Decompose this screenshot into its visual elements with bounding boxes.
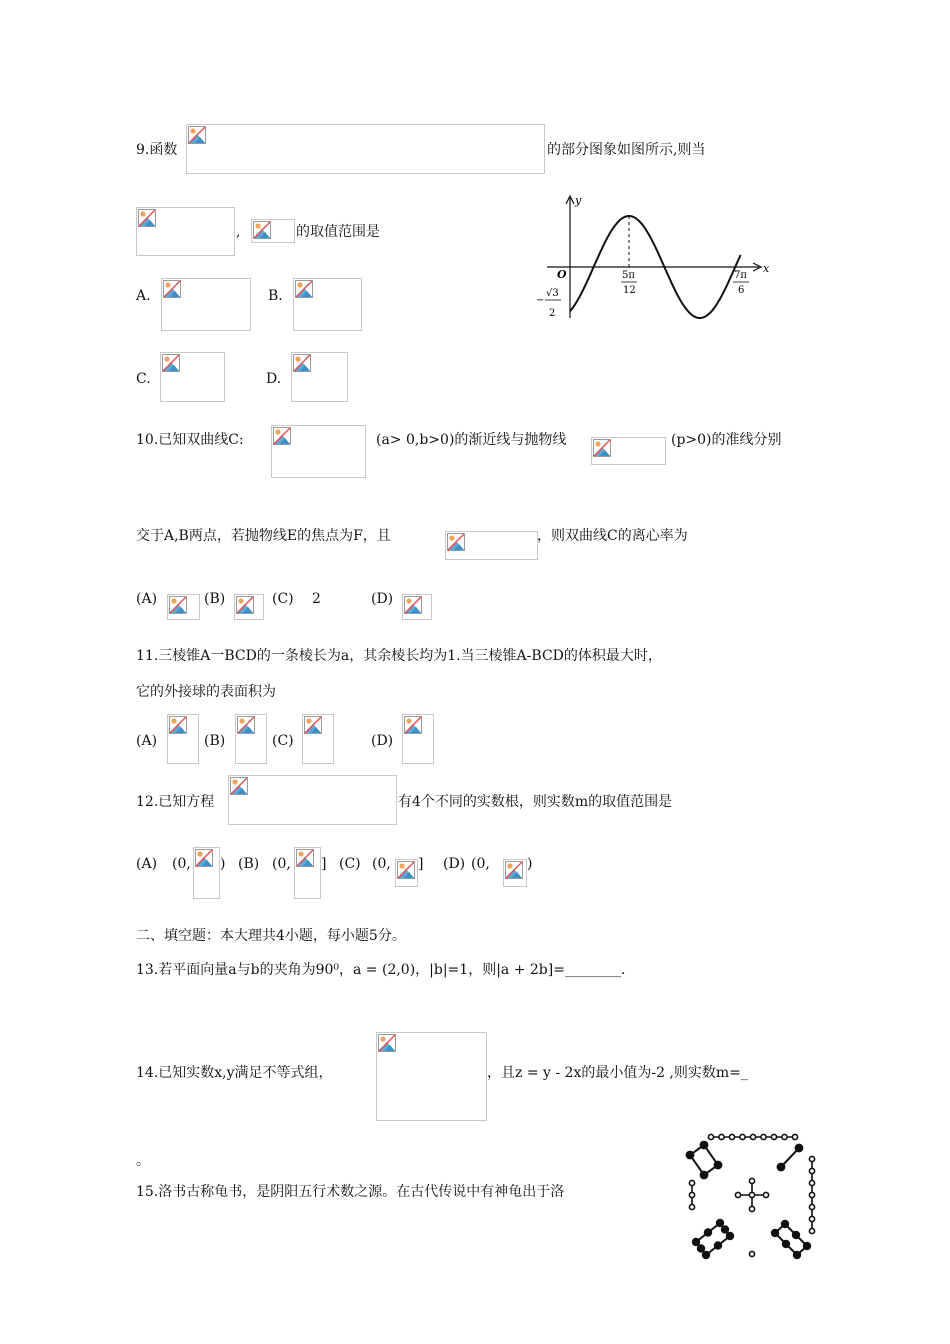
option-label-c: (C) xyxy=(272,591,294,607)
option-c-image xyxy=(160,352,225,402)
q12-prefix: 12.已知方程 xyxy=(136,794,215,810)
q11-line1: 11.三棱锥A一BCD的一条棱长为a，其余棱长均为1.当三棱锥A-BCD的体积最大时， xyxy=(136,648,662,664)
q9-suffix: 的部分图象如图所示,则当 xyxy=(547,142,706,158)
broken-image-icon xyxy=(505,861,523,879)
option-b-image xyxy=(235,714,267,764)
option-d-open: (0, xyxy=(471,856,490,872)
x-axis-label: x xyxy=(763,262,770,275)
option-label-a: (A) xyxy=(136,856,158,872)
broken-image-icon xyxy=(253,221,271,239)
broken-image-icon xyxy=(593,439,611,457)
option-a-image xyxy=(167,714,199,764)
sine-graph-figure xyxy=(535,190,775,325)
q9-comma: , xyxy=(236,224,241,240)
option-label-b: (B) xyxy=(238,856,260,872)
option-label-b: (B) xyxy=(204,733,226,749)
broken-image-icon xyxy=(169,716,187,734)
q10-line2a: 交于A,B两点，若抛物线E的焦点为F，且 xyxy=(136,528,391,544)
option-a-image xyxy=(161,278,251,331)
luoshu-figure xyxy=(678,1128,823,1268)
option-b-open: (0, xyxy=(272,856,291,872)
option-label-a: (A) xyxy=(136,733,158,749)
yval-2: 2 xyxy=(549,308,556,319)
formula-image xyxy=(271,425,366,478)
option-d-image xyxy=(402,714,434,764)
option-d-image xyxy=(402,594,432,620)
option-label-d: (D) xyxy=(371,733,394,749)
broken-image-icon xyxy=(162,354,180,372)
broken-image-icon xyxy=(296,849,314,867)
tick-label-5pi: 5π xyxy=(622,270,635,281)
option-label-c: (C) xyxy=(339,856,361,872)
option-b-image xyxy=(294,847,321,899)
q13-text: 13.若平面向量a与b的夹角为90⁰，a = (2,0)，|b|=1，则|a + 2b]=________. xyxy=(136,962,626,978)
q15-text: 15.洛书古称龟书，是阴阳五行术数之源。在古代传说中有神龟出于洛 xyxy=(136,1184,565,1200)
tick-label-6: 6 xyxy=(738,285,745,296)
option-label-b: B. xyxy=(268,288,283,304)
broken-image-icon xyxy=(304,716,322,734)
yval-sqrt3: √3 xyxy=(546,288,559,299)
q9-line2-text: 的取值范围是 xyxy=(296,224,380,240)
yval-minus: − xyxy=(536,295,545,306)
y-axis-label: y xyxy=(575,194,582,207)
option-d-image xyxy=(291,352,348,402)
broken-image-icon xyxy=(397,861,415,879)
broken-image-icon xyxy=(236,596,254,614)
option-label-a: A. xyxy=(136,288,151,304)
option-label-a: (A) xyxy=(136,591,158,607)
formula-image xyxy=(251,219,295,243)
tick-label-7pi: 7π xyxy=(734,270,747,281)
broken-image-icon xyxy=(273,427,291,445)
option-c-image xyxy=(302,714,334,764)
broken-image-icon xyxy=(195,849,213,867)
option-label-c: C. xyxy=(136,371,151,387)
broken-image-icon xyxy=(163,280,181,298)
option-b-close: ] xyxy=(321,856,327,872)
q10-prefix: 10.已知双曲线C: xyxy=(136,432,244,448)
broken-image-icon xyxy=(447,533,465,551)
option-label-d: D. xyxy=(266,371,282,387)
formula-image xyxy=(186,124,545,174)
formula-image xyxy=(136,207,235,256)
q14-end: 。 xyxy=(136,1153,150,1169)
formula-image xyxy=(591,437,666,465)
origin-label: O xyxy=(557,268,567,281)
broken-image-icon xyxy=(138,209,156,227)
broken-image-icon xyxy=(230,777,248,795)
broken-image-icon xyxy=(293,354,311,372)
broken-image-icon xyxy=(188,126,206,144)
option-b-image xyxy=(234,594,264,620)
inequality-system-image xyxy=(376,1032,487,1121)
formula-image xyxy=(228,775,397,825)
broken-image-icon xyxy=(169,596,187,614)
option-c-image xyxy=(395,859,418,887)
option-label-d: (D) xyxy=(371,591,394,607)
broken-image-icon xyxy=(404,596,422,614)
option-a-image xyxy=(193,847,220,899)
broken-image-icon xyxy=(295,280,313,298)
q12-suffix: 有4个不同的实数根，则实数m的取值范围是 xyxy=(398,794,673,810)
option-c-open: (0, xyxy=(372,856,391,872)
option-c-close: ] xyxy=(418,856,424,872)
option-label-d: (D) xyxy=(443,856,466,872)
broken-image-icon xyxy=(404,716,422,734)
option-d-image xyxy=(503,859,527,887)
q11-line2: 它的外接球的表面积为 xyxy=(136,684,276,700)
broken-image-icon xyxy=(237,716,255,734)
option-d-close: ) xyxy=(527,856,533,872)
option-label-b: (B) xyxy=(204,591,226,607)
formula-image xyxy=(445,531,538,560)
q10-line2b: ，则双曲线C的离心率为 xyxy=(537,528,688,544)
option-c-value: 2 xyxy=(312,591,321,607)
q10-cond1: (a> 0,b>0)的渐近线与抛物线 xyxy=(376,432,567,448)
option-b-image xyxy=(293,278,362,331)
q14-prefix: 14.已知实数x,y满足不等式组， xyxy=(136,1065,333,1081)
q10-cond2: (p>0)的准线分别 xyxy=(671,432,782,448)
option-a-close: ) xyxy=(220,856,226,872)
q14-suffix: ，且z = y - 2x的最小值为-2 ,则实数m=_ xyxy=(487,1065,748,1081)
option-label-c: (C) xyxy=(272,733,294,749)
option-a-open: (0, xyxy=(172,856,191,872)
option-a-image xyxy=(167,594,200,620)
section-heading: 二、填空题：本大理共4小题，每小题5分。 xyxy=(136,928,406,944)
q9-prefix: 9.函数 xyxy=(136,142,178,158)
broken-image-icon xyxy=(378,1034,396,1052)
tick-label-12: 12 xyxy=(623,285,636,296)
